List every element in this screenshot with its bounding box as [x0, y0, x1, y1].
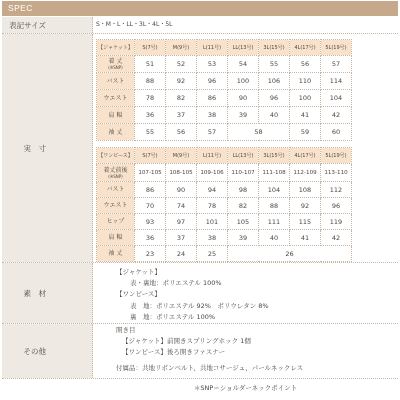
measurement-label-text: バスト — [106, 77, 125, 85]
measurement-cell: 42 — [321, 107, 352, 124]
measurement-cell: 112-109 — [290, 164, 321, 182]
snp-footnote: ＊SNP＝ショルダーネックポイント — [193, 384, 298, 392]
measurement-cell: 57 — [321, 56, 352, 73]
measurement-cell: 107-105 — [135, 164, 166, 182]
measurement-cell: 52 — [166, 56, 197, 73]
spec-header-bar — [2, 1, 398, 16]
measurement-label — [97, 182, 135, 198]
size-column-header: S(7号) — [135, 40, 166, 56]
measurement-label — [97, 198, 135, 214]
measurement-cell: 108-105 — [166, 164, 197, 182]
other-label-cell — [2, 324, 93, 378]
measurement-label — [97, 90, 135, 107]
size-notation-label-cell — [2, 17, 93, 33]
measurement-label — [97, 56, 135, 73]
table-body — [97, 40, 352, 141]
size-notation-row — [2, 17, 398, 34]
jacket-measurement-table — [96, 39, 352, 141]
size-column-header: 3L(15号) — [259, 148, 290, 164]
measurement-cell: 86 — [135, 182, 166, 198]
size-notation-value: S・M・L・LL・3L・4L・5L — [96, 21, 173, 28]
measurement-label-text: 袖 丈 — [108, 250, 123, 257]
measurement-cell: 41 — [290, 107, 321, 124]
measurement-cell: 96 — [321, 198, 352, 214]
measurement-label-text: 袖 丈 — [108, 128, 123, 136]
size-column-header: M(9号) — [166, 40, 197, 56]
measurement-cell: 36 — [135, 107, 166, 124]
opening-jacket: 【ジャケット】前開きスプリングホック 1個 — [122, 337, 251, 345]
size-column-header: 5L(19号) — [321, 148, 352, 164]
size-notation-label: 表記サイズ — [9, 20, 46, 30]
measurement-cell: 109-106 — [197, 164, 228, 182]
measurement-cell: 41 — [290, 230, 321, 246]
measurement-cell: 111 — [259, 214, 290, 230]
measurement-cell: 39 — [228, 107, 259, 124]
measurement-label-text: ウエスト — [103, 202, 128, 209]
measurement-cell: 112 — [321, 182, 352, 198]
size-column-header: LL(13号) — [228, 40, 259, 56]
material-onepiece-outer: 表 地：ポリエステル 92% ポリウレタン 8% — [130, 301, 269, 310]
measurement-cell: 60 — [321, 124, 352, 141]
measurement-cell: 56 — [166, 124, 197, 141]
other-label: その他 — [23, 346, 46, 356]
measurement-cell: 94 — [197, 182, 228, 198]
measurement-cell: 59 — [290, 124, 321, 141]
measurement-cell: 97 — [166, 214, 197, 230]
size-column-header: 5L(19号) — [321, 40, 352, 56]
measurement-label — [97, 246, 135, 262]
material-content — [93, 263, 398, 323]
measurement-label-text: ウエスト — [103, 94, 128, 102]
measurement-cell: 110 — [290, 73, 321, 90]
measurement-cell: 40 — [259, 107, 290, 124]
table-body — [97, 148, 352, 262]
measurement-cell: 114 — [321, 73, 352, 90]
measurement-cell: 42 — [321, 230, 352, 246]
measurement-cell: 38 — [197, 230, 228, 246]
other-content — [93, 324, 398, 378]
measurement-cell: 96 — [197, 73, 228, 90]
measurement-cell: 57 — [197, 124, 228, 141]
measurement-cell: 55 — [259, 56, 290, 73]
measurement-cell: 108 — [290, 182, 321, 198]
accessories-text: 付属品：共地リボンベルト、共地コサージュ、パールネックレス — [116, 364, 304, 372]
measurement-cell: 101 — [197, 214, 228, 230]
measurement-cell: 105 — [228, 214, 259, 230]
measurement-label-text: バスト — [106, 186, 125, 193]
measurement-cell: 36 — [135, 230, 166, 246]
material-label-cell — [2, 263, 93, 323]
measurement-label-text: 着 丈 — [108, 58, 123, 65]
measurement-label — [97, 164, 135, 182]
measurement-cell: 93 — [135, 214, 166, 230]
measurement-label — [97, 73, 135, 90]
measurement-cell: 51 — [135, 56, 166, 73]
measurement-cell: 26 — [228, 246, 352, 262]
measurement-cell: 56 — [290, 56, 321, 73]
measurement-row — [97, 90, 352, 107]
measurement-row — [97, 182, 352, 198]
measurement-cell: 78 — [135, 90, 166, 107]
measurement-label-note: (※SNP) — [108, 173, 123, 179]
measurement-cell: 24 — [166, 246, 197, 262]
measurement-row — [97, 73, 352, 90]
measurement-cell: 54 — [228, 56, 259, 73]
measurement-cell: 88 — [259, 198, 290, 214]
measurement-row — [97, 198, 352, 214]
measurement-cell: 74 — [166, 198, 197, 214]
measurement-cell: 53 — [197, 56, 228, 73]
measurement-label-text: ヒップ — [106, 218, 125, 225]
measurement-label-note: (※SNP) — [108, 65, 123, 70]
material-jacket-title: 【ジャケット】 — [116, 268, 162, 276]
actual-measurements-content — [93, 34, 398, 262]
measurement-row — [97, 124, 352, 141]
measurement-cell: 82 — [228, 198, 259, 214]
measurement-cell: 96 — [259, 90, 290, 107]
spec-title: SPEC — [8, 3, 33, 13]
opening-title: 開き目 — [116, 326, 136, 334]
measurement-cell: 90 — [166, 182, 197, 198]
measurement-row — [97, 214, 352, 230]
other-section — [2, 324, 398, 379]
measurement-cell: 100 — [290, 90, 321, 107]
measurement-cell: 25 — [197, 246, 228, 262]
size-column-header: L(11号) — [197, 148, 228, 164]
size-column-header: 3L(15号) — [259, 40, 290, 56]
measurement-cell: 37 — [166, 230, 197, 246]
table-title: 【ジャケット】 — [97, 40, 135, 56]
measurement-cell: 90 — [228, 90, 259, 107]
measurement-label — [97, 124, 135, 141]
material-section — [2, 263, 398, 324]
measurement-cell: 55 — [135, 124, 166, 141]
actual-measurements-section — [2, 34, 398, 263]
measurement-cell: 92 — [290, 198, 321, 214]
measurement-cell: 88 — [135, 73, 166, 90]
measurement-cell: 39 — [228, 230, 259, 246]
measurement-row — [97, 246, 352, 262]
measurement-cell: 70 — [135, 198, 166, 214]
actual-measurements-label: 実 寸 — [23, 143, 46, 153]
measurement-row — [97, 164, 352, 182]
measurement-row — [97, 107, 352, 124]
measurement-cell: 86 — [197, 90, 228, 107]
measurement-cell: 110-107 — [228, 164, 259, 182]
material-onepiece-lining: 裏 地：ポリエステル 100% — [130, 312, 216, 321]
measurement-cell: 38 — [197, 107, 228, 124]
measurement-cell: 40 — [259, 230, 290, 246]
opening-onepiece: 【ワンピース】後ろ開きファスナー — [122, 348, 226, 356]
measurement-label — [97, 107, 135, 124]
measurement-cell: 37 — [166, 107, 197, 124]
material-onepiece-title: 【ワンピース】 — [116, 290, 161, 299]
measurement-cell: 115 — [290, 214, 321, 230]
measurement-cell: 98 — [228, 182, 259, 198]
onepiece-measurement-table — [96, 147, 352, 262]
measurement-cell: 104 — [259, 182, 290, 198]
measurement-label-text: 肩 幅 — [108, 111, 123, 119]
table-title: 【ワンピース】 — [97, 148, 135, 164]
size-header-row — [97, 40, 352, 56]
measurement-row — [97, 56, 352, 73]
measurement-cell: 100 — [228, 73, 259, 90]
measurement-cell: 106 — [259, 73, 290, 90]
actual-measurements-label-cell — [2, 34, 93, 262]
measurement-label-text: 着丈前後 — [103, 166, 128, 174]
measurement-cell: 113-110 — [321, 164, 352, 182]
measurement-label-text: 肩 幅 — [108, 234, 123, 241]
size-notation-content — [93, 17, 398, 33]
material-jacket-fabric: 表・裏地：ポリエステル 100% — [130, 279, 222, 288]
size-column-header: 4L(17号) — [290, 148, 321, 164]
measurement-label — [97, 214, 135, 230]
size-column-header: S(7号) — [135, 148, 166, 164]
measurement-cell: 111-108 — [259, 164, 290, 182]
measurement-cell: 104 — [321, 90, 352, 107]
size-column-header: 4L(17号) — [290, 40, 321, 56]
material-label: 素 材 — [23, 288, 46, 298]
measurement-row — [97, 230, 352, 246]
size-column-header: L(11号) — [197, 40, 228, 56]
measurement-cell: 82 — [166, 90, 197, 107]
measurement-cell: 92 — [166, 73, 197, 90]
measurement-cell: 58 — [228, 124, 290, 141]
measurement-cell: 23 — [135, 246, 166, 262]
size-header-row — [97, 148, 352, 164]
size-column-header: M(9号) — [166, 148, 197, 164]
measurement-label — [97, 230, 135, 246]
measurement-cell: 119 — [321, 214, 352, 230]
measurement-cell: 78 — [197, 198, 228, 214]
size-column-header: LL(13号) — [228, 148, 259, 164]
